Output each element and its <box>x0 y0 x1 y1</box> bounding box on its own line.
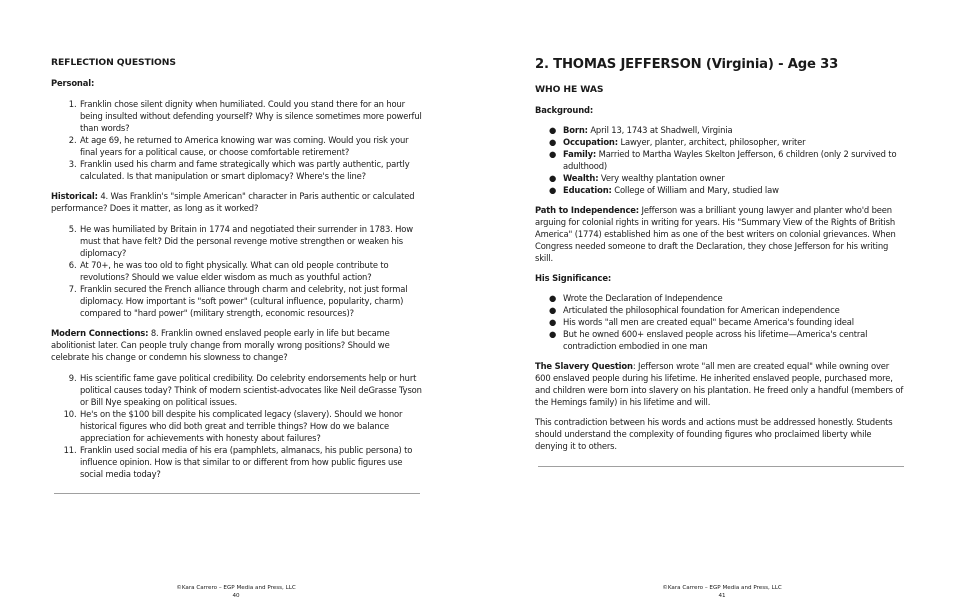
contradiction-paragraph: This contradiction between his words and actions must be addressed honestly. Students should understand the complexity of founding figures who proclaimed liberty while denying it to others. <box>535 417 893 451</box>
slavery-label: The Slavery Question <box>535 361 633 371</box>
right-page-footer <box>482 584 960 600</box>
list-item: 10. He's on the $100 bill despite his complicated legacy (slavery). Should we honor historical figures who did both great and terrible things? How do we balance appreciation for achievements with honesty about failures? <box>79 408 423 444</box>
modern-connections-paragraph <box>51 327 423 363</box>
divider <box>54 493 420 494</box>
page-title: 2. THOMAS JEFFERSON (Virginia) - Age 33 <box>535 57 839 72</box>
modern-connections-text: 8. Franklin owned enslaved people early in life but became abolitionist later. Can people truly change from morally wrong positions? Should we celebrate his change or condemn his slowness to change? <box>51 328 390 362</box>
list-item: 5. He was humiliated by Britain in 1774 and negotiated their surrender in 1783. How must that have felt? Did the personal revenge motive strengthen or weaken his diplomacy? <box>79 223 423 259</box>
list-item: 9. His scientific fame gave political credibility. Do celebrity endorsements help or hurt political causes today? Think of modern scientist-advocates like Neil deGrasse Tyson or Bill Nye speaking on political issues. <box>79 372 423 408</box>
list-item <box>549 148 905 172</box>
historical-text: 4. Was Franklin's "simple American" character in Paris authentic or calculated performance? Does it matter, as long as it worked? <box>51 191 415 213</box>
list-item <box>549 172 905 184</box>
path-text: Jefferson was a brilliant young lawyer and planter who'd been arguing for colonial rights in writing for years. His "Summary View of the Rights of British America" (1774) established him as one of the best writers on colonial grievances. When Congress needed someone to draft the Declaration, they chose Jefferson for his writing skill. <box>535 205 896 263</box>
who-he-was-heading: WHO HE WAS <box>535 84 604 95</box>
item-label: Family: <box>563 149 597 159</box>
historical-questions-list <box>51 223 423 319</box>
bullet-icon: ● <box>549 305 557 315</box>
list-item: 3. Franklin used his charm and fame strategically which was partly authentic, partly calculated. Is that manipulation or smart diplomacy? Where's the line? <box>79 158 423 182</box>
left-page-content <box>51 57 423 480</box>
background-list <box>535 124 905 196</box>
historical-paragraph <box>51 190 423 214</box>
list-item: 7. Franklin secured the French alliance through charm and celebrity, not just formal diplomacy. How important is "soft power" (cultural influence, popularity, charm) compared to "hard power" (military strength, economic resources)? <box>79 283 423 319</box>
list-item <box>549 292 905 304</box>
item-text: April 13, 1743 at Shadwell, Virginia <box>587 125 733 135</box>
item-text: Very wealthy plantation owner <box>598 173 725 183</box>
bullet-icon: ● <box>549 293 557 303</box>
slavery-question-paragraph <box>535 360 905 408</box>
path-label: Path to Independence: <box>535 205 639 215</box>
path-to-independence-paragraph <box>535 204 905 264</box>
historical-label: Historical: <box>51 191 98 201</box>
modern-questions-list <box>51 372 423 480</box>
bullet-icon: ● <box>549 149 557 159</box>
modern-connections-label: Modern Connections: <box>51 328 149 338</box>
left-page-footer <box>0 584 476 600</box>
significance-label: His Significance: <box>535 273 612 283</box>
personal-questions-list <box>51 98 423 182</box>
bullet-icon: ● <box>549 137 557 147</box>
list-item <box>549 328 905 352</box>
personal-label: Personal: <box>51 78 95 88</box>
item-text: Married to Martha Wayles Skelton Jefferson, 6 children (only 2 survived to adulthood) <box>563 149 897 171</box>
bullet-icon: ● <box>549 185 557 195</box>
list-item <box>549 316 905 328</box>
list-item: 11. Franklin used social media of his era (pamphlets, almanacs, his public persona) to influence opinion. How is that similar to or different from how public figures use social media today? <box>79 444 423 480</box>
bullet-icon: ● <box>549 317 557 327</box>
bullet-icon: ● <box>549 125 557 135</box>
bullet-icon: ● <box>549 329 557 339</box>
background-label: Background: <box>535 105 594 115</box>
item-text: His words "all men are created equal" became America's founding ideal <box>563 317 854 327</box>
right-page-content <box>535 57 905 452</box>
list-item: 1. Franklin chose silent dignity when humiliated. Could you stand there for an hour being insulted without defending yourself? Why is silence sometimes more powerful than words? <box>79 98 423 134</box>
list-item <box>549 184 905 196</box>
copyright-text: ©Kara Carrero – EGP Media and Press, LLC <box>662 585 782 591</box>
reflection-questions-heading: REFLECTION QUESTIONS <box>51 57 176 68</box>
copyright-text: ©Kara Carrero – EGP Media and Press, LLC <box>176 585 296 591</box>
page-number: 41 <box>718 593 726 599</box>
page-number: 40 <box>232 593 240 599</box>
list-item: 2. At age 69, he returned to America knowing war was coming. Would you risk your final years for a political cause, or choose comfortable retirement? <box>79 134 423 158</box>
item-label: Education: <box>563 185 612 195</box>
divider <box>538 466 904 467</box>
bullet-icon: ● <box>549 173 557 183</box>
item-text: Lawyer, planter, architect, philosopher, writer <box>617 137 806 147</box>
slavery-text: : Jefferson wrote "all men are created equal" while owning over 600 enslaved people during his lifetime. He inherited enslaved people, purchased more, and children were born into slavery on his plantation. He freed only a handful (members of the Hemings family) in his lifetime and will. <box>535 361 904 407</box>
item-text: But he owned 600+ enslaved people across his lifetime—America's central contradiction embodied in one man <box>563 329 868 351</box>
item-label: Wealth: <box>563 173 599 183</box>
significance-list <box>535 292 905 352</box>
item-label: Born: <box>563 125 588 135</box>
list-item <box>549 136 905 148</box>
item-text: Articulated the philosophical foundation for American independence <box>563 305 840 315</box>
item-text: College of William and Mary, studied law <box>611 185 779 195</box>
item-label: Occupation: <box>563 137 618 147</box>
right-page <box>480 0 960 608</box>
item-text: Wrote the Declaration of Independence <box>563 293 723 303</box>
list-item: 6. At 70+, he was too old to fight physically. What can old people contribute to revolutions? Should we value elder wisdom as much as youthful action? <box>79 259 423 283</box>
list-item <box>549 124 905 136</box>
list-item <box>549 304 905 316</box>
